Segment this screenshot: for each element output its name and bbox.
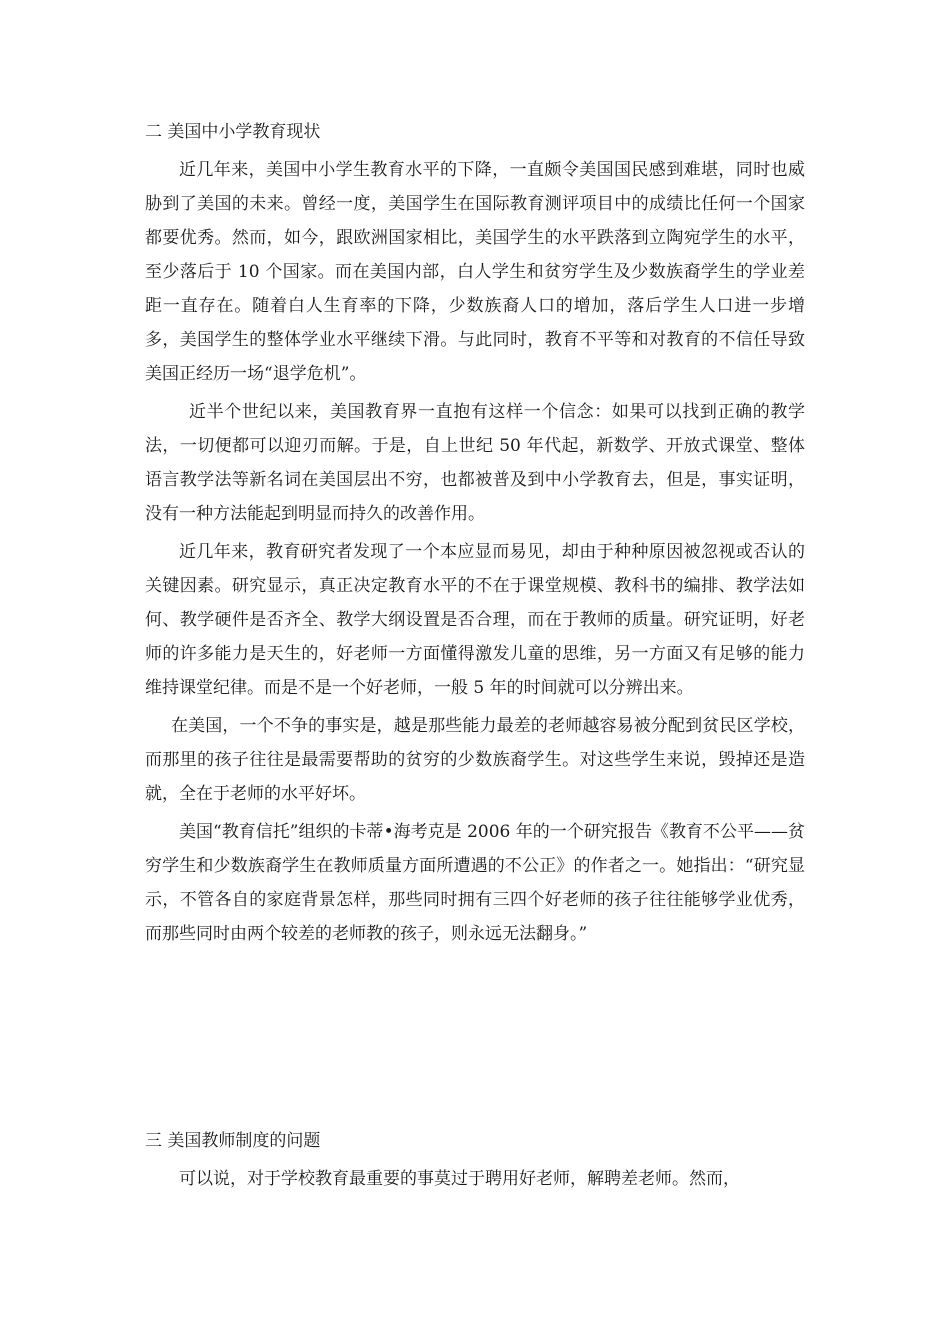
section-3-heading: 三 美国教师制度的问题 <box>145 1131 321 1151</box>
section-3-body <box>145 1162 805 1196</box>
paragraph-5: 美国“教育信托”组织的卡蒂•海考克是 2006 年的一个研究报告《教育不公平——贫穷学生和少数族裔学生在教师质量方面所遭遇的不公正》的作者之一。她指出：“研究显示，不管各自的家庭背景怎样，那些同时拥有三四个好老师的孩子往往能够学业优秀，而那些同时由两个较差的老师教的孩子，则永远无法翻身。” <box>145 822 805 944</box>
paragraph-2: 近半个世纪以来，美国教育界一直抱有这样一个信念：如果可以找到正确的教学法，一切便都可以迎刃而解。于是，自上世纪 50 年代起，新数学、开放式课堂、整体语言教学法等新名词在美国层出不穷，也都被普及到中小学教育去，但是，事实证明，没有一种方法能起到明显而持久的改善作用。 <box>145 402 805 524</box>
paragraph-3: 近几年来，教育研究者发现了一个本应显而易见，却由于种种原因被忽视或否认的关键因素。研究显示，真正决定教育水平的不在于课堂规模、教科书的编排、教学法如何、教学硬件是否齐全、教学大纲设置是否合理，而在于教师的质量。研究证明，好老师的许多能力是天生的，好老师一方面懂得激发儿童的思维，另一方面又有足够的能力维持课堂纪律。而是不是一个好老师，一般 5 年的时间就可以分辨出来。 <box>145 542 805 698</box>
paragraph-1: 近几年来，美国中小学生教育水平的下降，一直颇令美国国民感到难堪，同时也威胁到了美国的未来。曾经一度，美国学生在国际教育测评项目中的成绩比任何一个国家都要优秀。然而，如今，跟欧洲国家相比，美国学生的水平跌落到立陶宛学生的水平，至少落后于 10 个国家。而在美国内部，白人学生和贫穷学生及少数族裔学生的学业差距一直存在。随着白人生育率的下降，少数族裔人口的增加，落后学生人口进一步增多，美国学生的整体学业水平继续下滑。与此同时，教育不平等和对教育的不信任导致美国正经历一场“退学危机”。 <box>145 160 805 384</box>
paragraph-6: 可以说，对于学校教育最重要的事莫过于聘用好老师，解聘差老师。然而， <box>179 1169 740 1189</box>
section-2-heading: 二 美国中小学教育现状 <box>145 122 321 142</box>
section-2-body <box>145 153 805 951</box>
paragraph-4: 在美国，一个不争的事实是，越是那些能力最差的老师越容易被分配到贫民区学校，而那里的孩子往往是最需要帮助的贫穷的少数族裔学生。对这些学生来说，毁掉还是造就，全在于老师的水平好坏。 <box>145 716 805 804</box>
